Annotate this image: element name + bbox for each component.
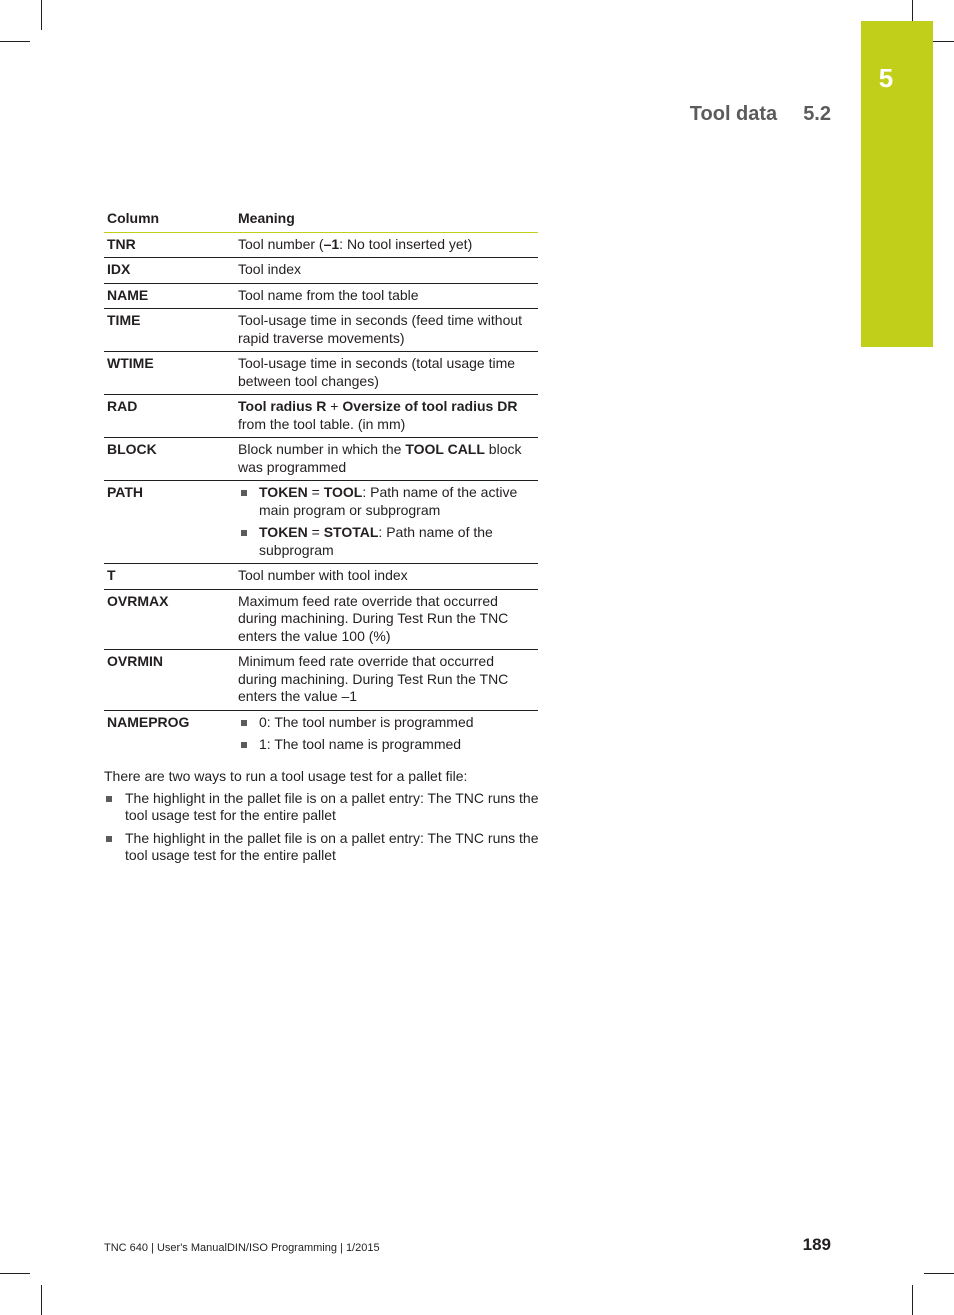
table-row <box>104 283 538 309</box>
bold-run: STOTAL <box>323 524 379 540</box>
table-row <box>104 438 538 481</box>
text-run: 1: The tool name is programmed <box>259 736 462 752</box>
text-run: Tool name from the tool table <box>238 286 419 303</box>
list-item <box>238 484 535 519</box>
text-run: Maximum feed rate override that occurred during machining. During Test Run the TNC enters the value 100 (%) <box>238 592 509 644</box>
text-run: Tool number ( <box>238 235 324 252</box>
body-bullet-list <box>104 790 544 865</box>
bold-run: TOOL CALL <box>405 441 485 457</box>
meaning-cell <box>235 309 538 352</box>
meaning-cell <box>235 589 538 650</box>
list-item: The highlight in the pallet file is on a pallet entry: The TNC runs the tool usage test for the entire pallet <box>104 830 544 865</box>
bold-run: TOKEN <box>259 524 308 540</box>
meaning-cell <box>235 481 538 564</box>
text-run: 0: The tool number is programmed <box>259 713 474 730</box>
table-row <box>104 589 538 650</box>
table-row <box>104 395 538 438</box>
column-name-cell: T <box>104 564 235 590</box>
meaning-cell <box>235 395 538 438</box>
running-head-title: Tool data <box>689 103 778 125</box>
chapter-tab <box>861 21 933 347</box>
text-run: = <box>307 524 324 540</box>
table-row <box>104 650 538 711</box>
list-item <box>238 524 535 559</box>
table-row <box>104 258 538 284</box>
text-run: : Path name of the subprogram <box>259 524 493 558</box>
text-run: : Path name of the active main program or subprogram <box>259 484 518 518</box>
bold-run: –1 <box>323 235 340 252</box>
crop-mark <box>924 1273 954 1274</box>
table-row <box>104 309 538 352</box>
intro-paragraph: There are two ways to run a tool usage test for a pallet file: <box>104 768 468 784</box>
column-name-cell: OVRMAX <box>104 589 235 650</box>
body-text <box>104 768 544 865</box>
crop-mark <box>41 1285 42 1315</box>
crop-mark <box>912 1285 913 1315</box>
footer-text: TNC 640 | User's ManualDIN/ISO Programming | 1/2015 <box>104 1242 380 1254</box>
meaning-cell <box>235 283 538 309</box>
table-header-row <box>104 207 538 232</box>
column-name-cell: WTIME <box>104 352 235 395</box>
page-number: 189 <box>802 1235 831 1254</box>
table-row <box>104 564 538 590</box>
chapter-number: 5 <box>878 63 894 93</box>
header-meaning: Meaning <box>235 207 538 232</box>
meaning-cell <box>235 438 538 481</box>
list-item: The highlight in the pallet file is on a pallet entry: The TNC runs the tool usage test for the entire pallet <box>104 790 544 825</box>
meaning-cell <box>235 232 538 258</box>
text-run: = <box>307 484 324 500</box>
running-head-section: 5.2 <box>803 103 831 125</box>
table-row <box>104 352 538 395</box>
text-run: from the tool table. (in mm) <box>238 415 406 432</box>
column-name-cell: NAME <box>104 283 235 309</box>
meaning-bullet-list <box>238 714 535 754</box>
table-body <box>104 232 538 758</box>
column-name-cell: TNR <box>104 232 235 258</box>
bold-run: TOOL <box>323 484 363 500</box>
meaning-cell <box>235 352 538 395</box>
table-row <box>104 710 538 758</box>
crop-mark <box>41 0 42 30</box>
list-item <box>238 736 535 754</box>
text-run: Tool number with tool index <box>238 567 408 583</box>
meaning-cell <box>235 710 538 758</box>
column-name-cell: BLOCK <box>104 438 235 481</box>
bold-run: Tool radius R <box>238 398 327 414</box>
text-run: Block number in which the <box>238 441 406 457</box>
crop-mark <box>0 1273 30 1274</box>
text-run: Minimum feed rate override that occurred during machining. During Test Run the TNC enters the value –1 <box>238 653 509 704</box>
list-item <box>238 714 535 732</box>
running-head <box>690 103 831 126</box>
text-run: + <box>326 398 343 414</box>
text-run: Tool-usage time in seconds (total usage time between tool changes) <box>238 355 516 389</box>
column-name-cell: OVRMIN <box>104 650 235 711</box>
text-run: Tool index <box>238 261 302 277</box>
bold-run: Oversize of tool radius DR <box>342 398 518 414</box>
table-row <box>104 232 538 258</box>
text-run: Tool-usage time in seconds (feed time without rapid traverse movements) <box>238 312 523 346</box>
column-name-cell: NAMEPROG <box>107 713 190 730</box>
column-name-cell: IDX <box>104 258 235 284</box>
crop-mark <box>0 41 30 42</box>
meaning-cell <box>235 258 538 284</box>
column-name-cell: TIME <box>104 309 235 352</box>
meaning-cell <box>235 564 538 590</box>
text-run: : No tool inserted yet) <box>339 235 473 252</box>
header-column: Column <box>104 207 235 232</box>
column-name-cell: PATH <box>104 481 235 564</box>
column-name-cell: RAD <box>104 395 235 438</box>
text-run: block was programmed <box>238 441 522 475</box>
column-table <box>104 207 538 758</box>
bold-run: TOKEN <box>259 484 308 500</box>
meaning-bullet-list <box>238 484 535 559</box>
table-row <box>104 481 538 564</box>
meaning-cell <box>235 650 538 711</box>
